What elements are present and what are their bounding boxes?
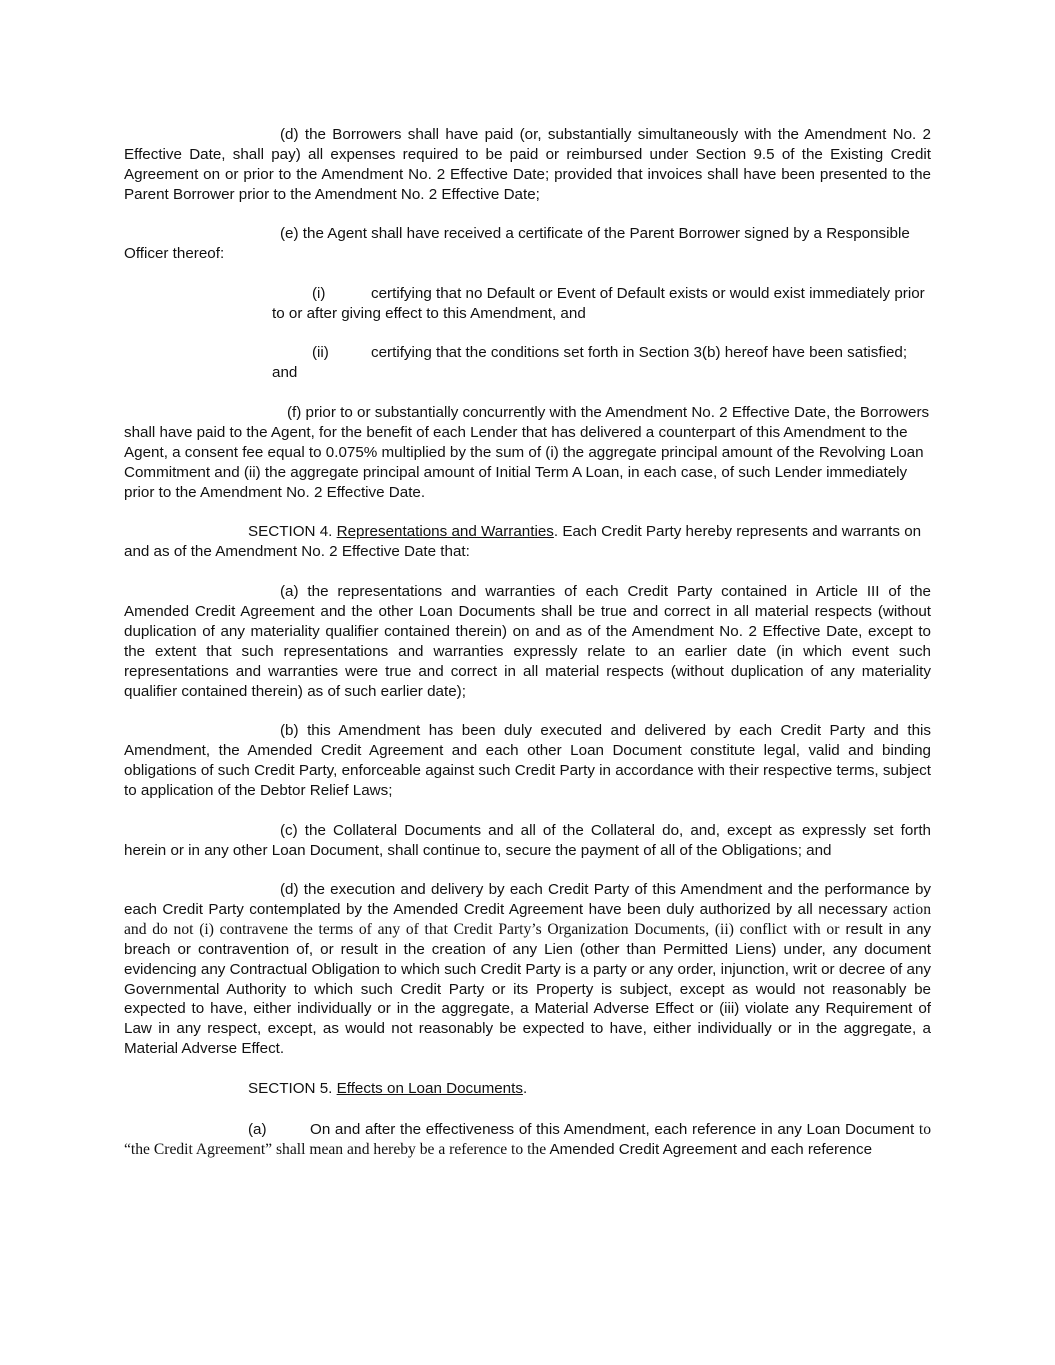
paragraph-3e-i-label: (i) bbox=[312, 285, 326, 302]
section-5-heading bbox=[124, 1079, 931, 1099]
paragraph-3d: (d) the Borrowers shall have paid (or, substantially simultaneously with the Amendment No. 2 Effective Date, shall pay) all expenses required to be paid or reimbursed under Section 9.5 of the Existing Credit Agreement on or prior to the Amendment No. 2 Effective Date; provided that invoices shall have been presented to the Parent Borrower prior to the Amendment No. 2 Effective Date; bbox=[124, 126, 931, 203]
paragraph-4d-part3: result in any breach or contravention of, or result in the creation of any Lien (other than Permitted Liens) under, any document evidencing any Contractual Obligation to which such Credit Party is a party or any order, injunction, writ or decree of any Governmental Authority to which such Credit Party or its Property is subject, except as would not reasonably be expected to have, either individually or in the aggregate, a Material Adverse Effect or (iii) violate any Requirement of Law in any respect, except, as would not reasonably be expected to have, either individually or in the aggregate, a Material Adverse Effect. bbox=[124, 920, 931, 1058]
paragraph-3e: (e) the Agent shall have received a certificate of the Parent Borrower signed by a Responsible Officer thereof: bbox=[124, 225, 910, 262]
paragraph-3e-ii-text: certifying that the conditions set forth in Section 3(b) hereof have been satisfied; and bbox=[272, 344, 908, 381]
paragraph-4c: (c) the Collateral Documents and all of the Collateral do, and, except as expressly set forth herein or in any other Loan Document, shall continue to, secure the payment of all of the Obligations; and bbox=[124, 822, 931, 859]
paragraph-5a bbox=[124, 1120, 931, 1160]
paragraph-3e-i-text: certifying that no Default or Event of Default exists or would exist immediately prior to or after giving effect to this Amendment, and bbox=[272, 285, 925, 322]
section-4-text: . Each Credit Party hereby represents and warrants on and as of the Amendment No. 2 Effective Date that: bbox=[124, 523, 922, 560]
paragraph-4b: (b) this Amendment has been duly executed and delivered by each Credit Party and this Amendment, the Amended Credit Agreement and each other Loan Document constitute legal, valid and binding obligations of such Credit Party, enforceable against such Credit Party in accordance with their respective terms, subject to application of the Debtor Relief Laws; bbox=[124, 722, 931, 799]
section-5-title: Effects on Loan Documents bbox=[336, 1080, 523, 1097]
paragraph-5a-part3: Amended Credit Agreement and each reference bbox=[546, 1140, 873, 1158]
paragraph-5a-part2: to “the Credit Agreement” shall mean and hereby be a reference to the bbox=[124, 1121, 931, 1158]
paragraph-3f: (f) prior to or substantially concurrently with the Amendment No. 2 Effective Date, the Borrowers shall have paid to the Agent, for the benefit of each Lender that has delivered a counterpart of this Amendment to the Agent, a consent fee equal to 0.075% multiplied by the sum of (i) the aggregate principal amount of the Revolving Loan Commitment and (ii) the aggregate principal amount of Initial Term A Loan, in each case, of such Lender immediately prior to the Amendment No. 2 Effective Date. bbox=[124, 404, 930, 501]
paragraph-4d bbox=[124, 880, 931, 1059]
paragraph-5a-label: (a) bbox=[248, 1121, 267, 1138]
section-5-prefix: SECTION 5. bbox=[248, 1080, 337, 1097]
paragraph-4a: (a) the representations and warranties of each Credit Party contained in Article III of the Amended Credit Agreement and the other Loan Documents shall be true and correct in all material respects (without duplication of any materiality qualifier contained therein) on and as of the Amendment No. 2 Effective Date, except to the extent that such representations and warranties expressly relate to an earlier date (in which event such representations and warranties were true and correct in all material respects (without duplication of any materiality qualifier contained therein) as of such earlier date); bbox=[124, 583, 931, 700]
section-5-text: . bbox=[522, 1080, 528, 1097]
section-4-prefix: SECTION 4. bbox=[248, 523, 337, 540]
section-4-title: Representations and Warranties bbox=[336, 523, 554, 540]
section-4-heading bbox=[124, 522, 931, 562]
paragraph-5a-part1: On and after the effectiveness of this Amendment, each reference in any Loan Document bbox=[310, 1121, 919, 1138]
paragraph-3e-i bbox=[272, 284, 931, 324]
paragraph-3e-ii bbox=[272, 343, 931, 383]
paragraph-3e-ii-label: (ii) bbox=[312, 344, 329, 361]
paragraph-4d-part1: (d) the execution and delivery by each Credit Party of this Amendment and the performance by each Credit Party contemplated by the Amended Credit Agreement have been duly authorized by all necessary bbox=[124, 881, 931, 918]
paragraph-4d-part2: action and do not (i) contravene the terms of any of that Credit Party’s Organization Documents, (ii) conflict with or bbox=[124, 900, 931, 938]
